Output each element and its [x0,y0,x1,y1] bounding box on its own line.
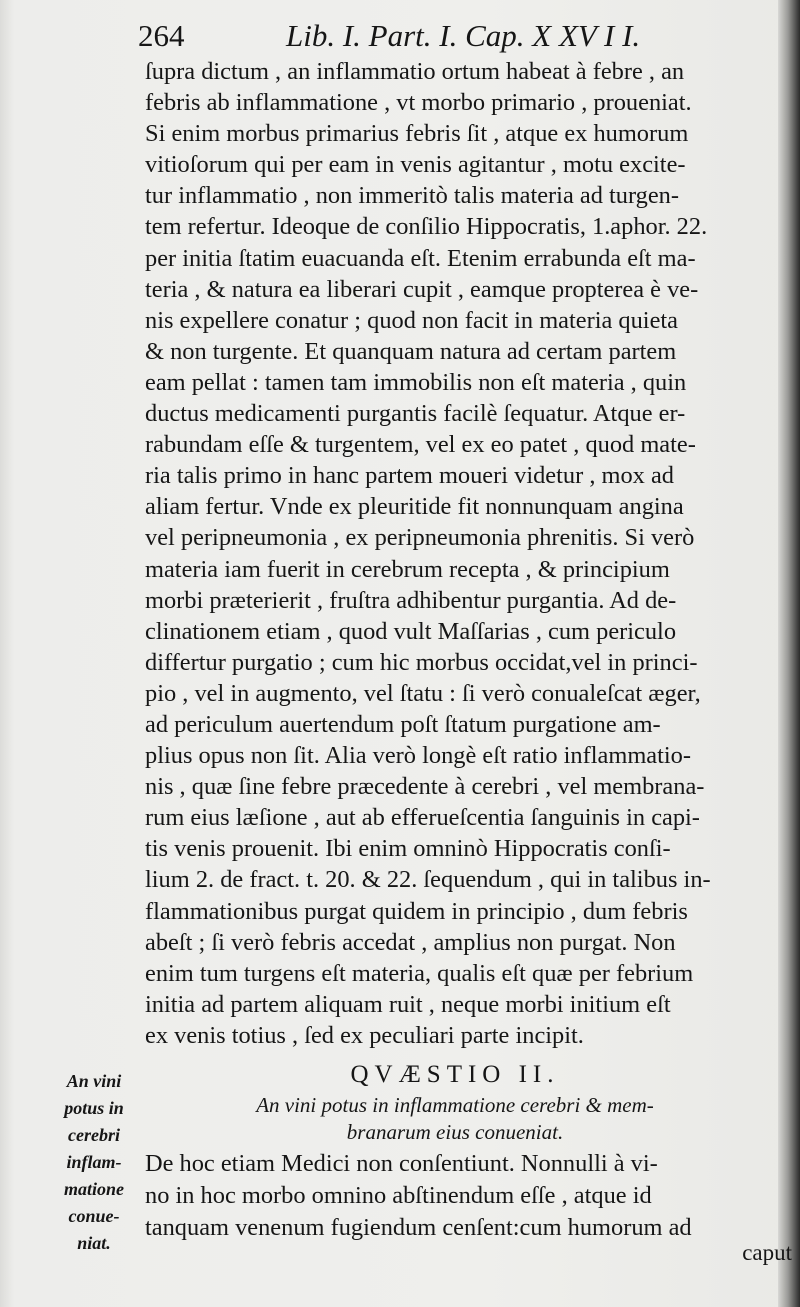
text-line: differtur purgatio ; cum hic morbus occidat,vel in princi- [145,648,698,676]
text-line: ex venis totius , ſed ex peculiari parte incipit. [145,1021,584,1049]
text-line: vel peripneumonia , ex peripneumonia phrenitis. Si verò [145,524,695,552]
marginal-note-line: cerebri [68,1125,120,1145]
quaestio-subtitle-line: An vini potus in inflammatione cerebri & mem- [256,1093,654,1117]
running-head [138,18,738,54]
marginal-note-line: inflam- [66,1152,122,1172]
text-line: nis expellere conatur ; quod non facit in materia quieta [145,306,679,334]
text-line: clinationem etiam , quod vult Maſſarias , cum periculo [145,617,677,645]
second-text-block [145,1148,795,1244]
marginal-note [48,1068,140,1257]
text-line: tanquam venenum fugiendum cenſent:cum humorum ad [145,1214,692,1241]
text-line: rum eius læſione , aut ab efferueſcentia ſanguinis in capi- [145,804,700,832]
section-heading [145,1058,765,1146]
marginal-note-line: matione [63,1179,124,1199]
chapter-title: Lib. I. Part. I. Cap. X XV I I. [286,18,641,53]
text-line: Si enim morbus primarius febris ſit , atque ex humorum [145,120,689,148]
text-line: teria , & natura ea liberari cupit , eamque propterea è ve- [145,275,699,303]
text-line: flammationibus purgat quidem in principio , dum febris [145,897,688,925]
text-line: nis , quæ ſine febre præcedente à cerebri , vel membrana- [145,773,705,801]
text-line: tis venis prouenit. Ibi enim omninò Hippocratis conſi- [145,835,671,863]
text-line: vitioſorum qui per eam in venis agitantur , motu excite- [145,151,686,179]
quaestio-title: QVÆSTIO II. [350,1061,560,1088]
page-number: 264 [138,18,185,53]
text-line: enim tum turgens eſt materia, qualis eſt quæ per febrium [145,959,694,987]
marginal-note-line: An vini [66,1071,122,1091]
text-line: initia ad partem aliquam ruit , neque morbi initium eſt [145,990,671,1018]
text-line: & non turgente. Et quanquam natura ad certam partem [145,337,677,365]
marginal-note-line: niat. [77,1233,111,1253]
text-line: lium 2. de fract. t. 20. & 22. ſequendum , qui in talibus in- [145,866,711,894]
text-line: morbi præterierit , fruſtra adhibentur purgantia. Ad de- [145,586,677,614]
text-line: materia iam fuerit in cerebrum recepta , & principium [145,555,670,583]
text-line: rabundam eſſe & turgentem, vel ex eo patet , quod mate- [145,431,696,459]
catchword: caput [742,1240,792,1265]
main-text-block [145,56,795,1051]
marginal-note-line: conue- [68,1206,120,1226]
text-line: tem refertur. Ideoque de conſilio Hippocratis, 1.aphor. 22. [145,213,708,241]
text-line: ductus medicamenti purgantis facilè ſequatur. Atque er- [145,400,686,428]
text-line: plius opus non ſit. Alia verò longè eſt ratio inflammatio- [145,742,691,770]
text-line: febris ab inflammatione , vt morbo primario , proueniat. [145,89,692,117]
text-line: tur inflammatio , non immeritò talis materia ad turgen- [145,182,679,210]
text-line: ria talis primo in hanc partem moueri videtur , mox ad [145,462,674,490]
text-line: ſupra dictum , an inflammatio ortum habeat à febre , an [145,58,685,85]
quaestio-subtitle-line: branarum eius conueniat. [346,1120,564,1144]
text-line: De hoc etiam Medici non conſentiunt. Nonnulli à vi- [145,1150,658,1177]
text-line: no in hoc morbo omnino abſtinendum eſſe , atque id [145,1182,652,1209]
text-line: abeſt ; ſi verò febris accedat , amplius non purgat. Non [145,928,676,956]
text-line: eam pellat : tamen tam immobilis non eſt materia , quin [145,368,687,396]
text-line: ad periculum auertendum poſt ſtatum purgatione am- [145,710,661,738]
text-line: aliam fertur. Vnde ex pleuritide fit nonnunquam angina [145,493,684,521]
marginal-note-line: potus in [64,1098,124,1118]
text-line: per initia ſtatim euacuanda eſt. Etenim errabunda eſt ma- [145,244,696,272]
text-line: pio , vel in augmento, vel ſtatu : ſi verò conualeſcat æger, [145,679,701,707]
